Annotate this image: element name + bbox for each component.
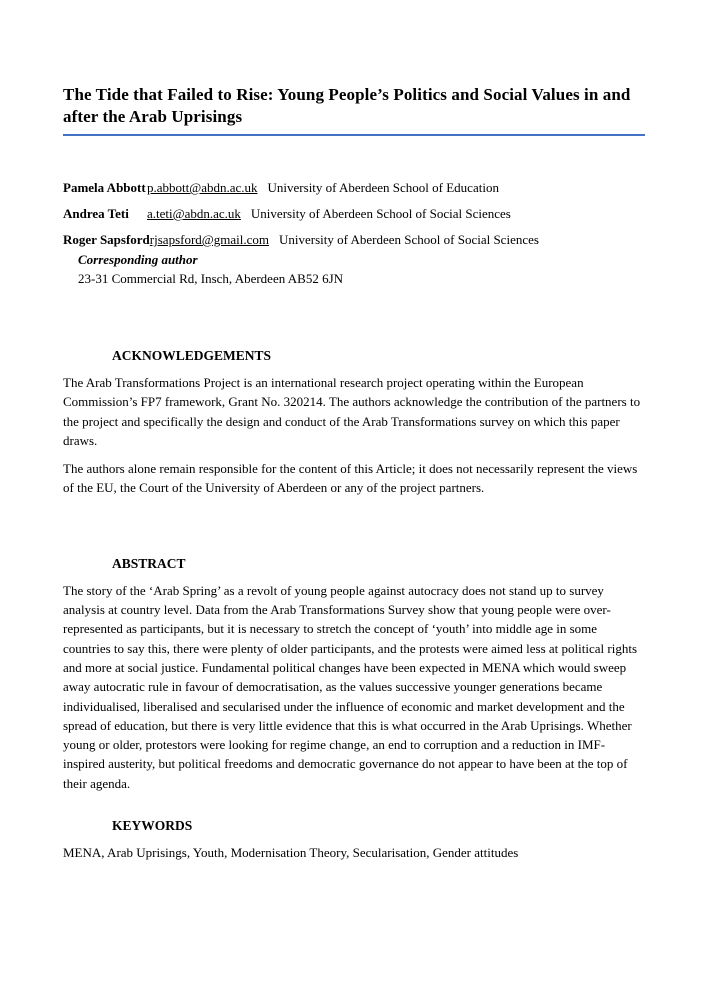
abstract-text: The story of the ‘Arab Spring’ as a revolt of young people against autocracy does not stand up to survey analysis at country level. Data from the Arab Transformations Survey show that young people were over-represented as participants, but it is necessary to stretch the concept of ‘youth’ into middle age in some countries to say this, there were plenty of older participants, and the protests were aimed less at political rights and more at social justice. Fundamental political changes have been expected in MENA which would sweep away autocratic rule in favour of democratisation, as the values successive younger generations became individualised, liberalised and secularised under the influence of economic and market development and the spread of education, but there is very little evidence that this is what occurred in the Arab Uprisings. Whether young or older, protestors were looking for regime change, an end to corruption and a reduction in IMF-inspired austerity, but political freedoms and democratic governance do not appear to have been at the top of their agenda.	[63, 582, 637, 791]
authors-block	[63, 178, 645, 288]
author-email-link[interactable]: p.abbott@abdn.ac.uk	[147, 180, 258, 195]
author-row	[63, 204, 645, 223]
abstract-heading: ABSTRACT	[112, 555, 186, 571]
author-affiliation: University of Aberdeen School of Education	[267, 180, 499, 195]
author-email-link[interactable]: rjsapsford@gmail.com	[149, 232, 269, 247]
author-name: Roger Sapsford	[63, 232, 150, 247]
acknowledgements-heading: ACKNOWLEDGEMENTS	[112, 348, 272, 363]
author-email-link[interactable]: a.teti@abdn.ac.uk	[147, 206, 241, 221]
corresponding-address: 23-31 Commercial Rd, Insch, Aberdeen AB52 6JN	[78, 271, 344, 286]
title-rule	[63, 134, 645, 136]
corresponding-author-label: Corresponding author	[78, 252, 198, 267]
author-row	[63, 230, 645, 249]
author-row	[63, 178, 645, 197]
author-name: Andrea Teti	[63, 206, 129, 221]
author-affiliation: University of Aberdeen School of Social Sciences	[279, 232, 539, 247]
keywords-heading: KEYWORDS	[112, 818, 193, 834]
acknowledgements-paragraph-1: The Arab Transformations Project is an international research project operating within the European Commission’s FP7 framework, Grant No. 320214. The authors acknowledge the contribution of the partners to the project and specifically the design and conduct of the Arab Transformations survey on which this paper draws.	[63, 375, 641, 448]
author-affiliation: University of Aberdeen School of Social Sciences	[250, 206, 511, 221]
acknowledgements-paragraph-2: The authors alone remain responsible for the content of this Article; it does not necessarily represent the views of the EU, the Court of the University of Aberdeen or any of the project partners.	[63, 461, 638, 496]
paper-title: The Tide that Failed to Rise: Young People’s Politics and Social Values in and after the Arab Uprisings	[63, 85, 631, 126]
author-name: Pamela Abbott	[63, 180, 146, 195]
keywords-text: MENA, Arab Uprisings, Youth, Modernisation Theory, Secularisation, Gender attitudes	[63, 845, 519, 861]
